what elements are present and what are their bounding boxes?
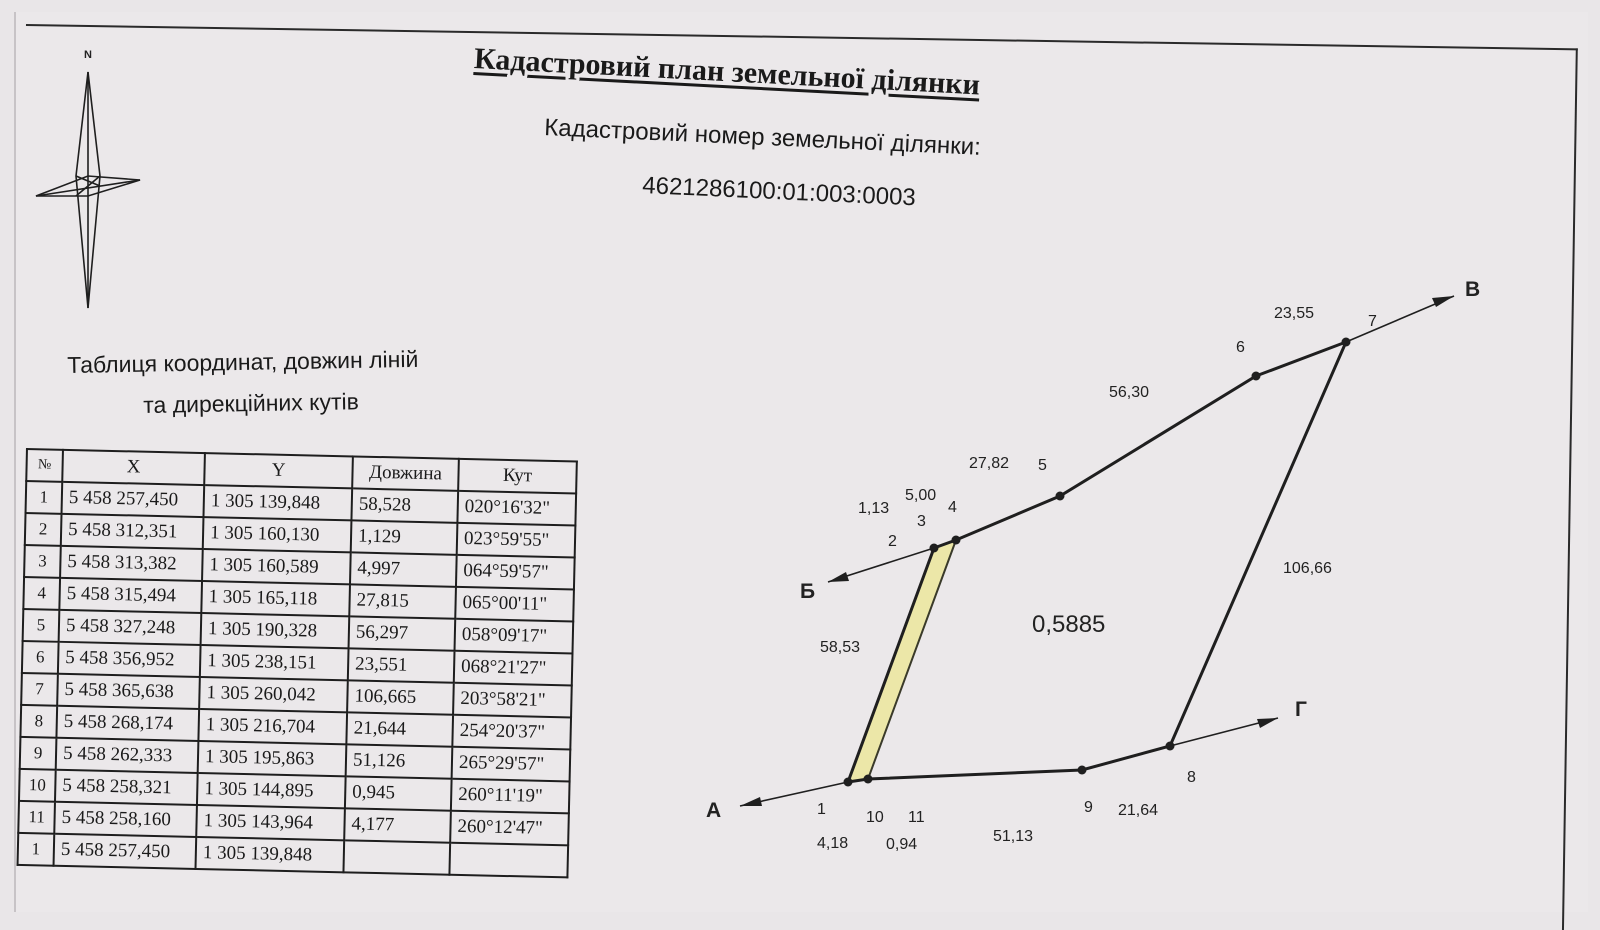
point-label-2: 2 <box>888 533 897 550</box>
cadastral-number-label: Кадастровий номер земельної ділянки: <box>543 114 982 161</box>
length-label-10-11: 0,94 <box>886 836 918 853</box>
length-label-11-1: 4,18 <box>817 835 849 852</box>
cell-y: 1 305 238,151 <box>200 645 349 680</box>
col-length-header: Довжина <box>352 456 459 490</box>
vertex-10 <box>864 775 873 784</box>
cell-length: 58,528 <box>351 488 458 522</box>
col-y-header: Y <box>204 453 353 488</box>
cell-y: 1 305 144,895 <box>197 773 346 808</box>
cell-angle: 023°59'55" <box>457 523 576 558</box>
north-label: N <box>84 49 92 61</box>
length-label-9-10: 51,13 <box>993 828 1034 845</box>
cell-x: 5 458 257,450 <box>62 482 205 517</box>
cell-length: 4,997 <box>350 552 457 586</box>
point-label-7: 7 <box>1368 313 1377 330</box>
length-label-8-9: 21,64 <box>1118 802 1159 819</box>
cell-y: 1 305 143,964 <box>196 805 345 840</box>
cell-angle: 065°00'11" <box>455 587 574 622</box>
cell-y: 1 305 216,704 <box>198 709 347 744</box>
document-title: Кадастровий план земельної ділянки <box>473 42 981 102</box>
cell-angle: 260°11'19" <box>451 779 570 814</box>
cell-x: 5 458 262,333 <box>56 738 199 773</box>
cell-no: 4 <box>23 577 60 610</box>
point-label-8: 8 <box>1187 769 1196 786</box>
point-label-6: 6 <box>1236 339 1245 356</box>
vertex-2 <box>930 544 939 553</box>
point-label-11: 11 <box>908 809 925 826</box>
vertex-5 <box>1056 492 1065 501</box>
vertex-4 <box>952 536 961 545</box>
cell-angle: 203°58'21" <box>453 683 572 718</box>
cell-y: 1 305 165,118 <box>201 581 350 616</box>
col-x-header: X <box>62 450 205 485</box>
length-label-4-5: 27,82 <box>969 455 1010 472</box>
cell-x: 5 458 258,160 <box>54 802 197 837</box>
cell-x: 5 458 268,174 <box>56 706 199 741</box>
cell-no: 9 <box>20 737 57 770</box>
cell-angle: 260°12'47" <box>450 811 569 846</box>
vertex-8 <box>1166 742 1175 751</box>
cell-y: 1 305 160,589 <box>202 549 351 584</box>
cell-y: 1 305 139,848 <box>195 837 344 872</box>
cell-y: 1 305 190,328 <box>201 613 350 648</box>
easement-strip <box>848 540 956 782</box>
point-label-5: 5 <box>1038 457 1047 474</box>
cell-length: 56,297 <box>349 616 456 650</box>
neighbor-letter-a: А <box>706 799 722 822</box>
cell-length: 51,126 <box>346 744 453 778</box>
point-label-3: 3 <box>917 513 926 530</box>
cell-length: 4,177 <box>344 808 451 842</box>
cell-length: 0,945 <box>345 776 452 810</box>
cell-x: 5 458 315,494 <box>59 578 202 613</box>
cell-angle: 254°20'37" <box>452 715 571 750</box>
cell-x: 5 458 313,382 <box>60 546 203 581</box>
cell-no: 6 <box>22 641 59 674</box>
point-label-1: 1 <box>817 801 826 818</box>
cell-x: 5 458 365,638 <box>57 674 200 709</box>
vertex-7 <box>1342 338 1351 347</box>
point-label-10: 10 <box>866 809 884 826</box>
arrow-a-head <box>740 797 762 806</box>
point-label-9: 9 <box>1084 799 1093 816</box>
cell-no: 5 <box>23 609 60 642</box>
cell-x: 5 458 356,952 <box>58 642 201 677</box>
col-no-header: № <box>26 449 63 482</box>
neighbor-letter-b: Б <box>800 580 816 603</box>
vertex-6 <box>1252 372 1261 381</box>
cell-length: 23,551 <box>348 648 455 682</box>
cell-no: 8 <box>20 705 57 738</box>
length-label-2-3: 1,13 <box>858 500 890 517</box>
cell-no: 3 <box>24 545 61 578</box>
cell-x: 5 458 258,321 <box>55 770 198 805</box>
cell-no: 7 <box>21 673 58 706</box>
cell-length: 1,129 <box>351 520 458 554</box>
cell-no: 1 <box>18 833 55 866</box>
table-caption-sub: та дирекційних кутів <box>143 388 360 418</box>
cell-angle: 265°29'57" <box>452 747 571 782</box>
cell-no: 10 <box>19 769 56 802</box>
point-label-4: 4 <box>948 499 957 516</box>
col-angle-header: Кут <box>458 459 577 494</box>
cell-length: 106,665 <box>347 680 454 714</box>
cell-no: 11 <box>18 801 55 834</box>
arrow-g-head <box>1257 718 1278 728</box>
neighbor-letter-v: В <box>1465 278 1481 301</box>
cell-y: 1 305 139,848 <box>203 485 352 520</box>
cell-length: 21,644 <box>346 712 453 746</box>
arrow-v-head <box>1432 296 1454 307</box>
length-label-3-4: 5,00 <box>905 487 937 504</box>
parcel-boundary <box>848 342 1346 782</box>
parcel-area: 0,5885 <box>1032 611 1106 638</box>
vertex-1 <box>844 778 853 787</box>
cell-y: 1 305 260,042 <box>199 677 348 712</box>
length-label-5-6: 56,30 <box>1109 384 1150 401</box>
arrow-b-head <box>828 572 849 582</box>
cell-angle: 020°16'32" <box>457 491 576 526</box>
table-caption: Таблиця координат, довжин ліній <box>67 345 419 378</box>
cell-x: 5 458 257,450 <box>54 834 197 869</box>
length-label-1-2: 58,53 <box>820 639 861 656</box>
cell-x: 5 458 312,351 <box>61 514 204 549</box>
cell-no: 2 <box>25 513 62 546</box>
cell-length: 27,815 <box>349 584 456 618</box>
cell-y: 1 305 195,863 <box>198 741 347 776</box>
cell-angle: 058°09'17" <box>455 619 574 654</box>
cell-angle: 068°21'27" <box>454 651 573 686</box>
neighbor-letter-g: Г <box>1295 698 1307 721</box>
cell-y: 1 305 160,130 <box>203 517 352 552</box>
length-label-7-8: 106,66 <box>1283 560 1332 577</box>
cell-x: 5 458 327,248 <box>59 610 202 645</box>
cell-no: 1 <box>26 481 63 514</box>
length-label-6-7: 23,55 <box>1274 305 1315 322</box>
cell-angle: 064°59'57" <box>456 555 575 590</box>
cadastral-number: 4621286100:01:003:0003 <box>641 172 917 212</box>
vertex-9 <box>1078 766 1087 775</box>
